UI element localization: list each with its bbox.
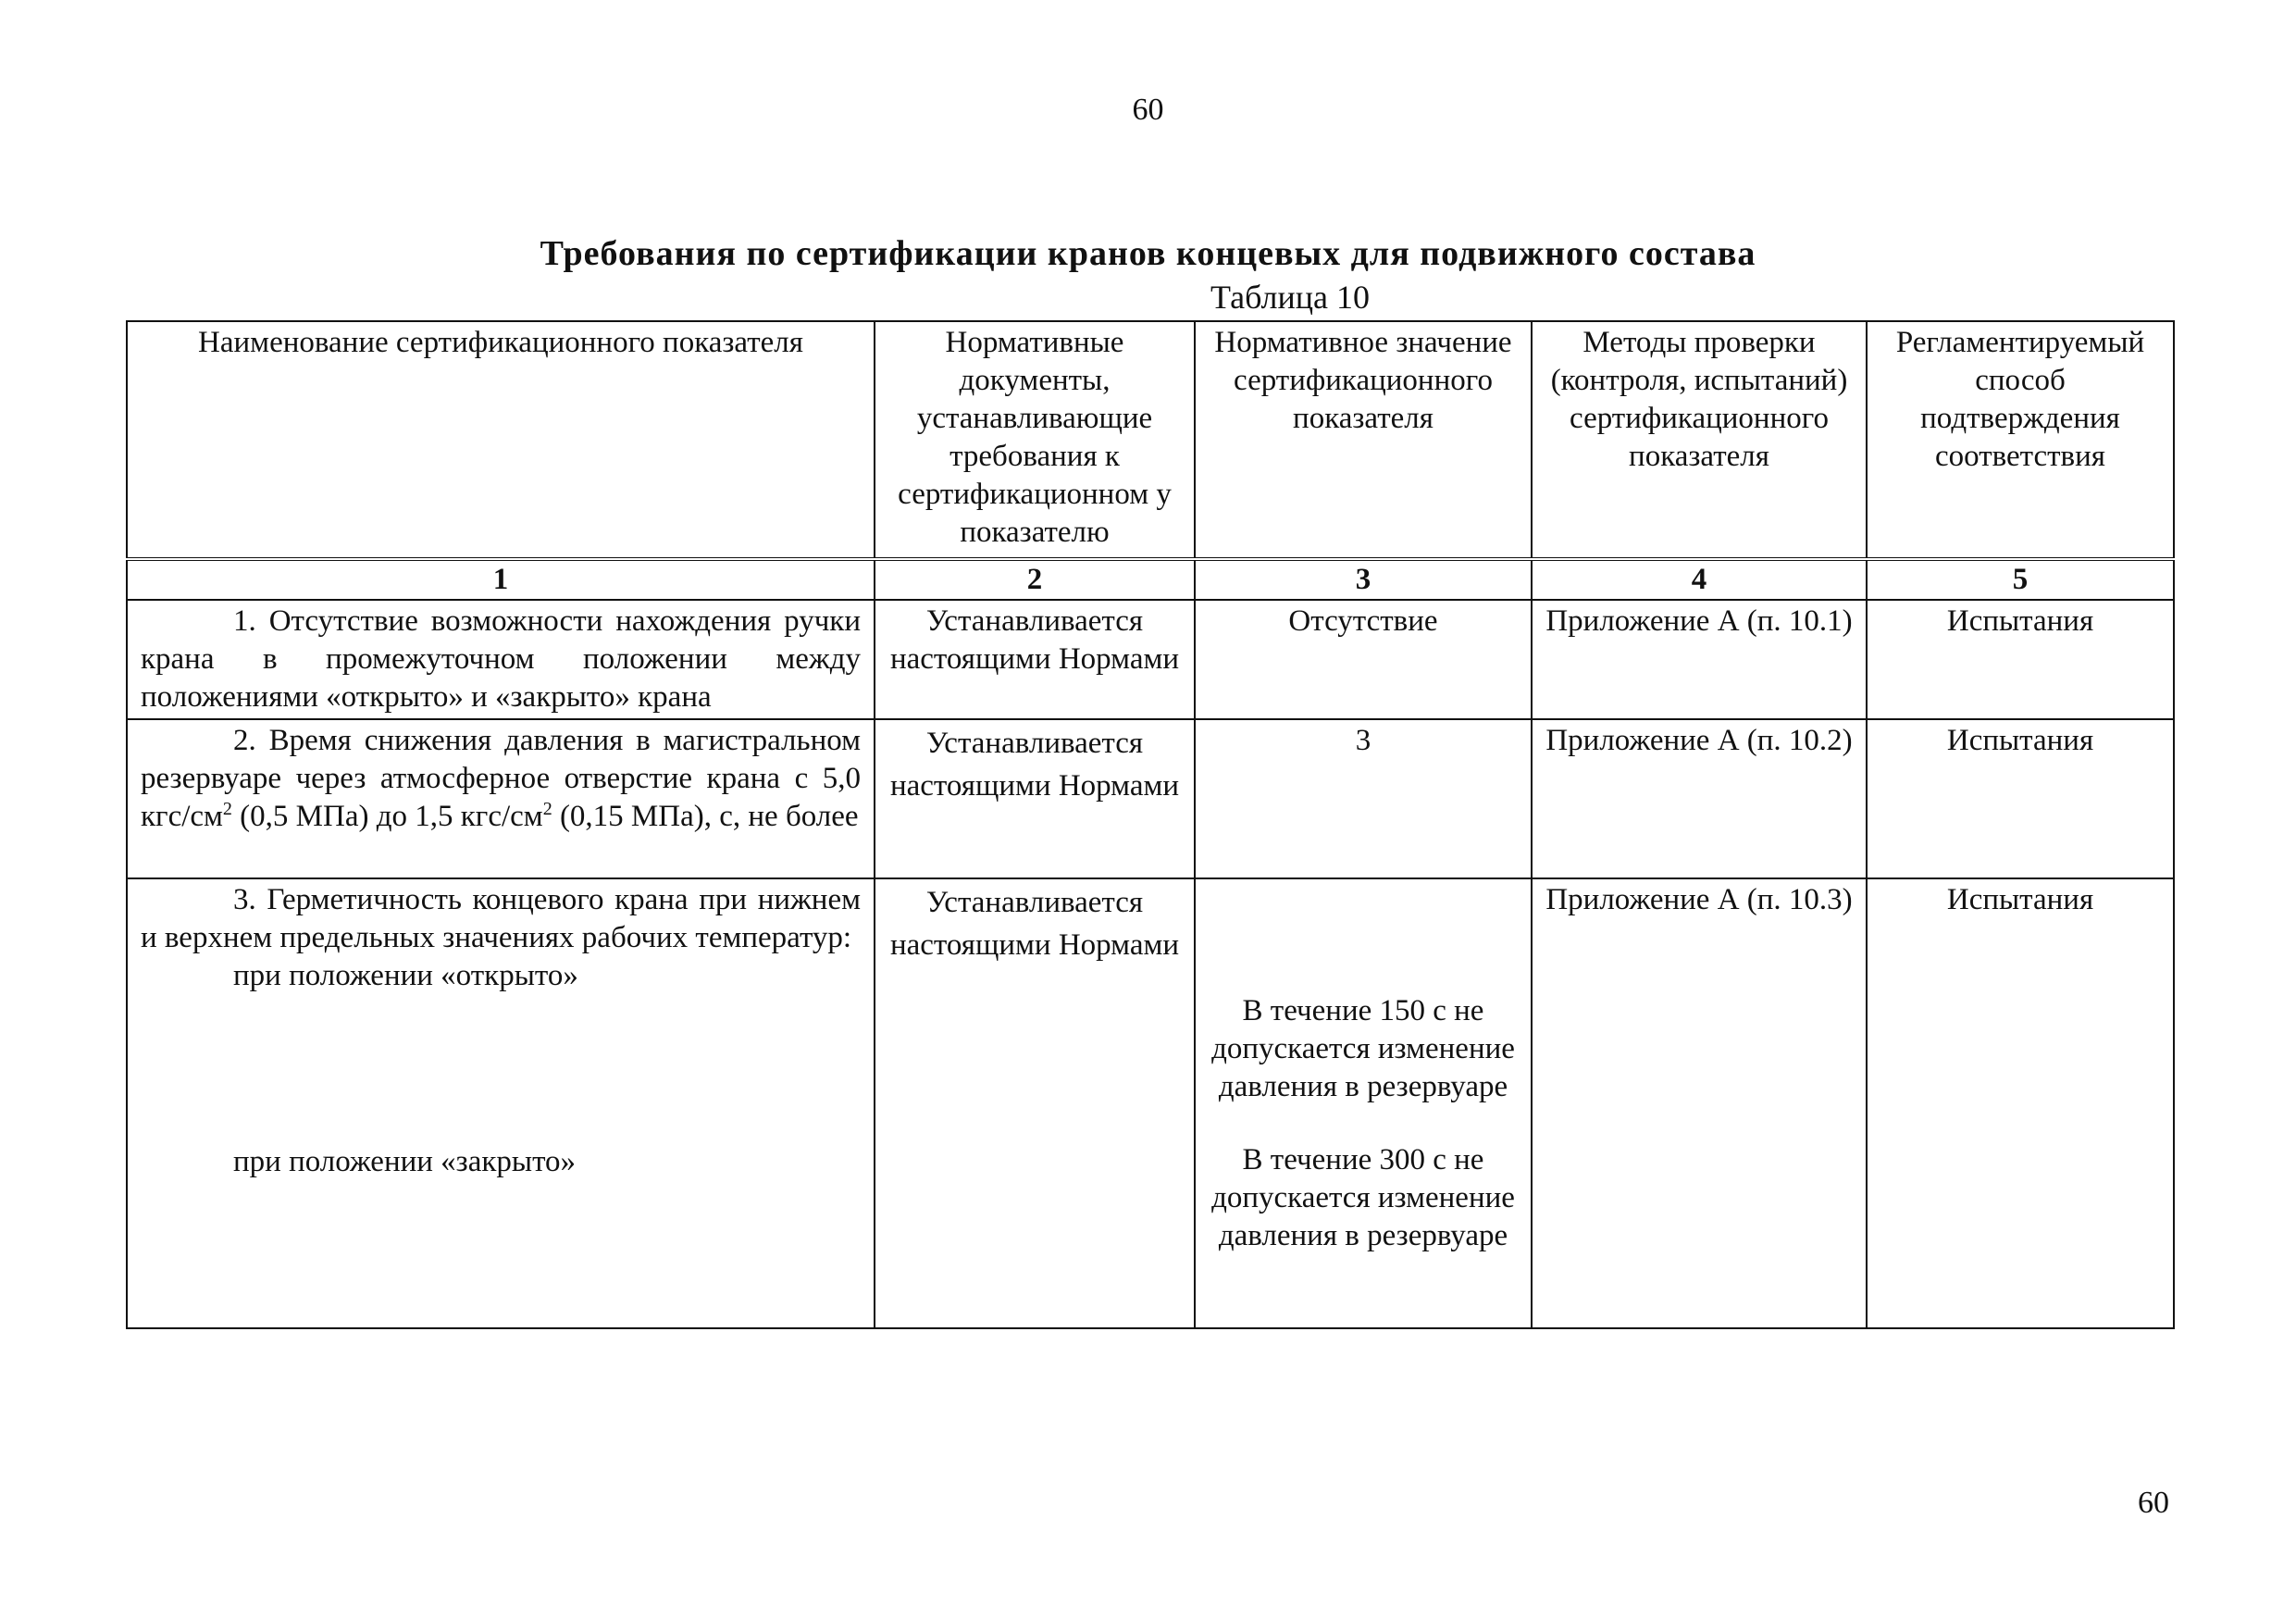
row2-docs: Устанавливается настоящими Нормами xyxy=(875,719,1195,878)
table-row xyxy=(127,600,2174,719)
row1-value: Отсутствие xyxy=(1195,600,1532,719)
row1-confirm: Испытания xyxy=(1867,600,2174,719)
column-number: 2 xyxy=(875,559,1195,600)
row3-confirm: Испытания xyxy=(1867,878,2174,1328)
row3-method: Приложение А (п. 10.3) xyxy=(1532,878,1867,1328)
table-row xyxy=(127,878,2174,1328)
row2-method: Приложение А (п. 10.2) xyxy=(1532,719,1867,878)
row2-name-part3: (0,15 МПа), с, не более xyxy=(552,800,859,833)
requirements-table-container xyxy=(126,320,2173,1329)
superscript: 2 xyxy=(222,799,232,819)
header-cell-name: Наименование сертификационного показателя xyxy=(127,321,875,559)
row1-method: Приложение А (п. 10.1) xyxy=(1532,600,1867,719)
row3-sub-closed: при положении «закрыто» xyxy=(233,1145,577,1178)
column-number: 3 xyxy=(1195,559,1532,600)
header-cell-confirm: Регламентируемый способ подтверждения соответствия xyxy=(1867,321,2174,559)
table-header-row xyxy=(127,321,2174,559)
header-cell-value: Нормативное значение сертификационного показателя xyxy=(1195,321,1532,559)
row3-name xyxy=(127,878,875,1328)
table-row xyxy=(127,719,2174,878)
row2-name xyxy=(127,719,875,878)
row2-name-part1: 2. Время снижения давления в магистральном резервуаре через атмосферное отверстие крана с 5,0 кгс/см xyxy=(141,724,861,833)
header-cell-method: Методы проверки (контроля, испытаний) сертификационного показателя xyxy=(1532,321,1867,559)
row1-docs: Устанавливается настоящими Нормами xyxy=(875,600,1195,719)
row3-name-main: 3. Герметичность концевого крана при нижнем и верхнем предельных значениях рабочих температур: xyxy=(141,883,861,954)
document-title: Требования по сертификации кранов концевых для подвижного состава xyxy=(540,234,1756,273)
row2-value: 3 xyxy=(1195,719,1532,878)
superscript: 2 xyxy=(542,799,552,819)
row2-name-part2: (0,5 МПа) до 1,5 кгс/см xyxy=(231,800,543,833)
row2-confirm: Испытания xyxy=(1867,719,2174,878)
row3-value-open: В течение 150 с не допускается изменение давления в резервуаре xyxy=(1211,994,1515,1103)
row3-sub-open: при положении «открыто» xyxy=(233,959,578,992)
header-cell-docs: Нормативные документы, устанавливающие требования к сертификационном у показателю xyxy=(875,321,1195,559)
column-number: 4 xyxy=(1532,559,1867,600)
table-caption: Таблица 10 xyxy=(1210,279,1370,316)
column-number: 5 xyxy=(1867,559,2174,600)
row3-docs: Устанавливается настоящими Нормами xyxy=(875,878,1195,1328)
page-number-bottom: 60 xyxy=(2138,1486,2169,1520)
row3-value xyxy=(1195,878,1532,1328)
column-number-row xyxy=(127,559,2174,600)
requirements-table xyxy=(126,320,2175,1329)
column-number: 1 xyxy=(127,559,875,600)
page-number-top: 60 xyxy=(1132,93,1164,127)
row1-name: 1. Отсутствие возможности нахождения ручки крана в промежуточном положении между положениями «открыто» и «закрыто» крана xyxy=(127,600,875,719)
row3-value-closed: В течение 300 с не допускается изменение давления в резервуаре xyxy=(1211,1143,1515,1252)
